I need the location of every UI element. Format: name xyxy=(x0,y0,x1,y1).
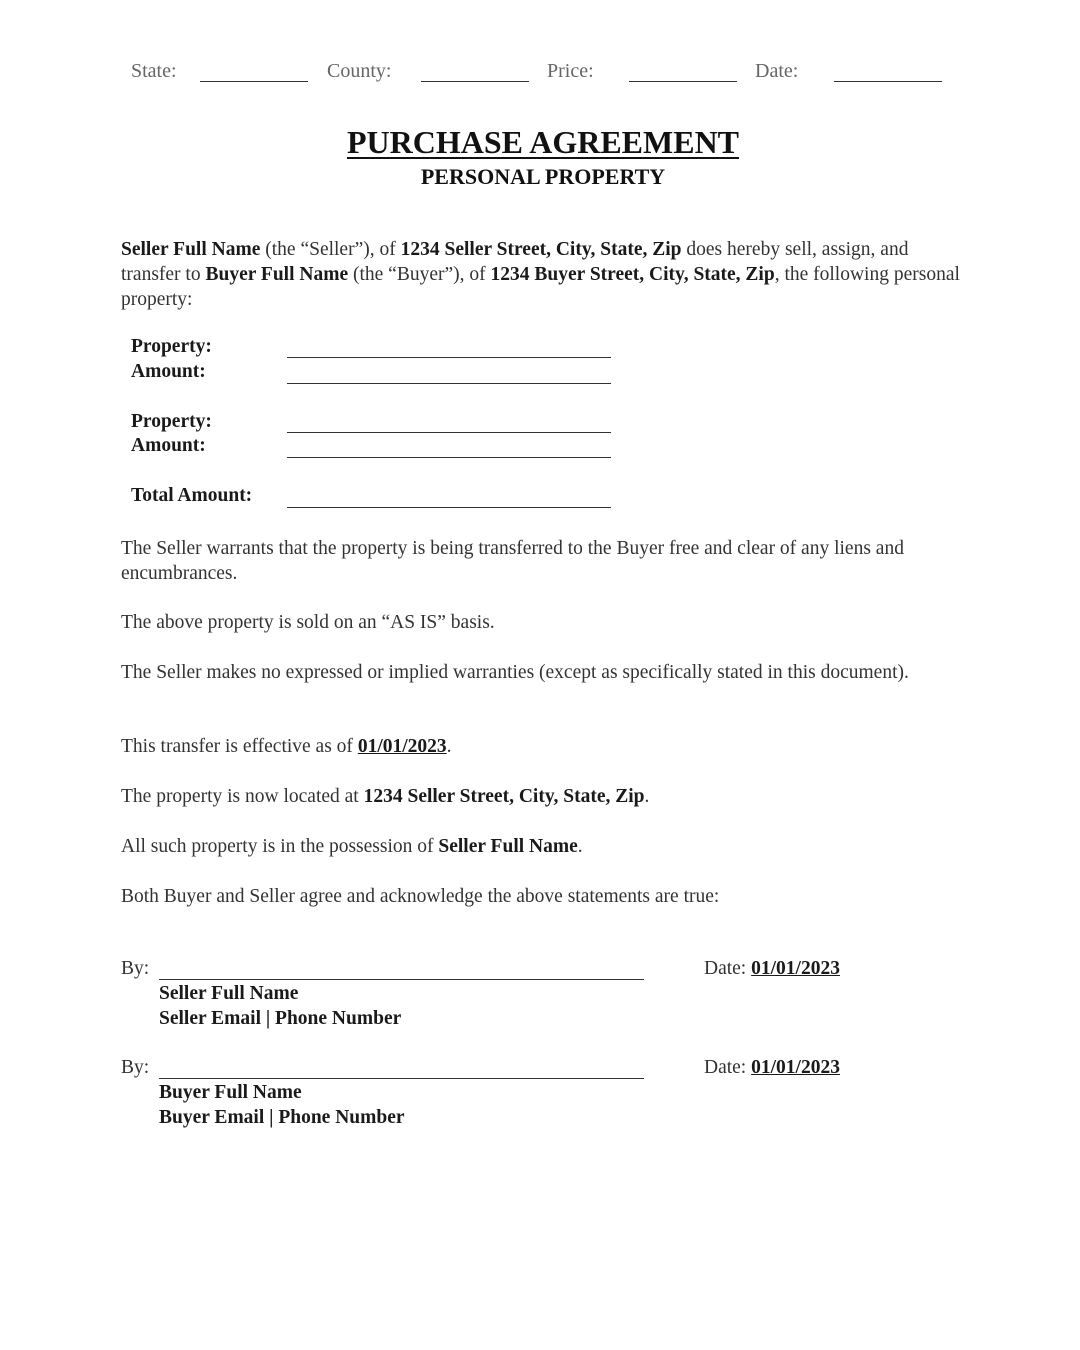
effective-prefix: This transfer is effective as of xyxy=(121,736,358,757)
seller-date xyxy=(704,958,840,980)
buyer-signature-contact: Buyer Email | Phone Number xyxy=(159,1107,405,1128)
property-1-blank[interactable] xyxy=(287,357,611,358)
intro-text-2: does hereby sell, assign, and transfer to xyxy=(121,239,909,285)
seller-signature-name: Seller Full Name xyxy=(159,983,299,1004)
property-2-blank[interactable] xyxy=(287,432,611,433)
property-1-label: Property: xyxy=(131,336,212,357)
price-label: Price: xyxy=(547,60,594,82)
possession-name: Seller Full Name xyxy=(438,836,578,857)
effective-date: 01/01/2023 xyxy=(357,736,447,757)
state-blank[interactable] xyxy=(200,81,308,82)
seller-signature-contact: Seller Email | Phone Number xyxy=(159,1008,402,1029)
buyer-signature-line[interactable] xyxy=(159,1078,644,1079)
seller-by-label: By: xyxy=(121,958,150,979)
document-title: PURCHASE AGREEMENT xyxy=(346,124,740,160)
buyer-date-value: 01/01/2023 xyxy=(751,1057,840,1078)
seller-date-label: Date: xyxy=(704,958,752,979)
as-is-paragraph: The above property is sold on an “AS IS” basis. xyxy=(121,612,495,633)
intro-text-3: (the “Buyer”), of xyxy=(348,264,491,285)
buyer-date xyxy=(704,1057,840,1079)
intro-text-1: (the “Seller”), of xyxy=(260,239,401,260)
location-paragraph xyxy=(121,784,971,809)
location-prefix: The property is now located at xyxy=(121,786,364,807)
property-2-label: Property: xyxy=(131,411,212,432)
amount-1-blank[interactable] xyxy=(287,383,611,384)
seller-signature-line[interactable] xyxy=(159,979,644,980)
county-blank[interactable] xyxy=(421,81,529,82)
total-amount-blank[interactable] xyxy=(287,507,611,508)
intro-paragraph xyxy=(121,237,971,312)
amount-1-label: Amount: xyxy=(131,361,206,382)
document-subtitle: PERSONAL PROPERTY xyxy=(420,164,666,189)
intro-seller-address: 1234 Seller Street, City, State, Zip xyxy=(400,239,682,260)
state-label: State: xyxy=(131,60,177,82)
buyer-date-label: Date: xyxy=(704,1057,752,1078)
location-suffix: . xyxy=(644,786,650,807)
warranty-paragraph: The Seller warrants that the property is being transferred to the Buyer free and clear of any liens and encumbrances. xyxy=(121,538,904,584)
date-blank[interactable] xyxy=(834,81,942,82)
buyer-by-label: By: xyxy=(121,1057,150,1078)
total-amount-label: Total Amount: xyxy=(131,485,253,506)
intro-seller-name: Seller Full Name xyxy=(121,239,261,260)
county-label: County: xyxy=(327,60,392,82)
amount-2-label: Amount: xyxy=(131,435,206,456)
possession-suffix: . xyxy=(577,836,583,857)
effective-suffix: . xyxy=(446,736,452,757)
amount-2-blank[interactable] xyxy=(287,457,611,458)
intro-buyer-name: Buyer Full Name xyxy=(205,264,349,285)
acknowledge-paragraph: Both Buyer and Seller agree and acknowledge the above statements are true: xyxy=(121,886,720,907)
no-warranty-paragraph: The Seller makes no expressed or implied warranties (except as specifically stated in this document). xyxy=(121,662,909,683)
effective-paragraph xyxy=(121,734,971,759)
seller-date-value: 01/01/2023 xyxy=(751,958,840,979)
intro-buyer-address: 1234 Buyer Street, City, State, Zip xyxy=(490,264,775,285)
possession-prefix: All such property is in the possession of xyxy=(121,836,439,857)
buyer-signature-name: Buyer Full Name xyxy=(159,1082,302,1103)
price-blank[interactable] xyxy=(629,81,737,82)
date-label: Date: xyxy=(755,60,799,82)
intro-text-4: , the following personal property: xyxy=(121,264,960,310)
location-address: 1234 Seller Street, City, State, Zip xyxy=(363,786,645,807)
possession-paragraph xyxy=(121,834,971,859)
